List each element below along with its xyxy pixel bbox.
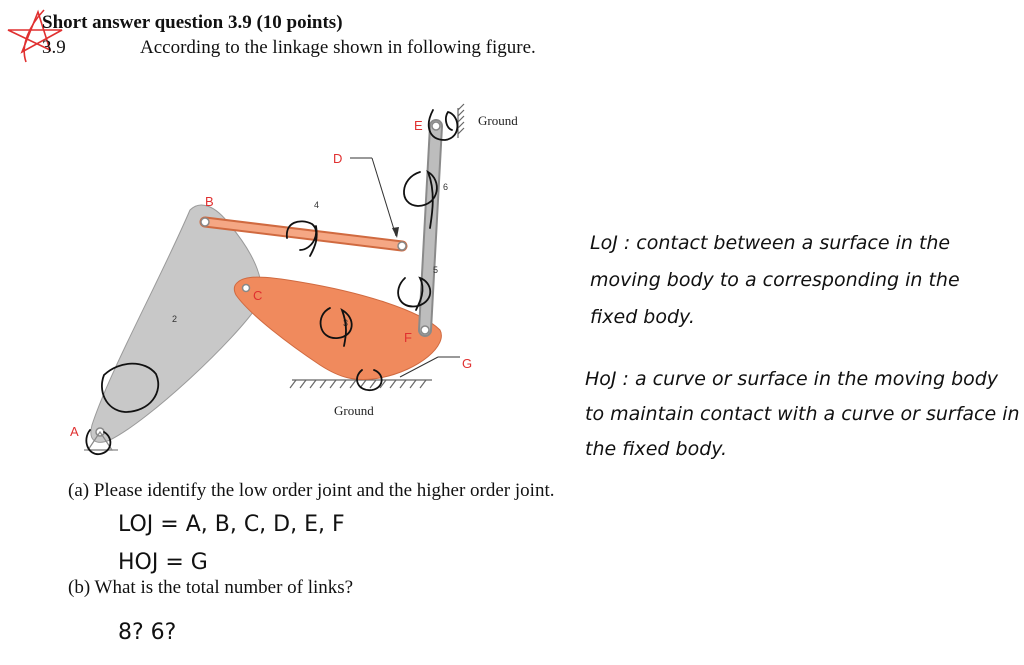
joint-label-d: D — [333, 151, 343, 166]
question-prompt: According to the linkage shown in following figure. — [140, 37, 536, 58]
ground-label-top: Ground — [478, 113, 518, 128]
link-number-4: 4 — [314, 200, 320, 210]
joint-label-a: A — [70, 424, 79, 439]
ground-label-bottom: Ground — [334, 403, 374, 418]
link-number-3: 3 — [343, 318, 349, 328]
ground-top — [458, 104, 464, 138]
joint-label-g: G — [462, 356, 473, 371]
joint-label-f: F — [404, 330, 412, 345]
joint-label-e: E — [414, 118, 423, 133]
part-b-question: (b) What is the total number of links? — [68, 577, 354, 598]
part-a-question: (a) Please identify the low order joint and the higher order joint. — [68, 480, 555, 501]
joint-label-c: C — [253, 288, 263, 303]
part-b-answer: 8? 6? — [118, 620, 177, 645]
part-a-answer-loj: LOJ = A, B, C, D, E, F — [118, 512, 345, 537]
link-number-2: 2 — [172, 314, 178, 324]
handwritten-loj-definition: LoJ : contact between a surface in the moving body to a corresponding in the fixed body. — [590, 232, 960, 328]
joint-label-b: B — [205, 194, 214, 209]
question-number: 3.9 — [42, 37, 66, 58]
part-a-answer-hoj: HOJ = G — [118, 550, 208, 575]
link-number-6: 6 — [443, 182, 449, 192]
handwritten-hoj-definition: HoJ : a curve or surface in the moving body to maintain contact with a curve or surface in the fixed body. — [585, 368, 1020, 460]
link-number-5: 5 — [433, 265, 439, 275]
question-title: Short answer question 3.9 (10 points) — [42, 12, 343, 33]
link-3 — [234, 277, 441, 379]
